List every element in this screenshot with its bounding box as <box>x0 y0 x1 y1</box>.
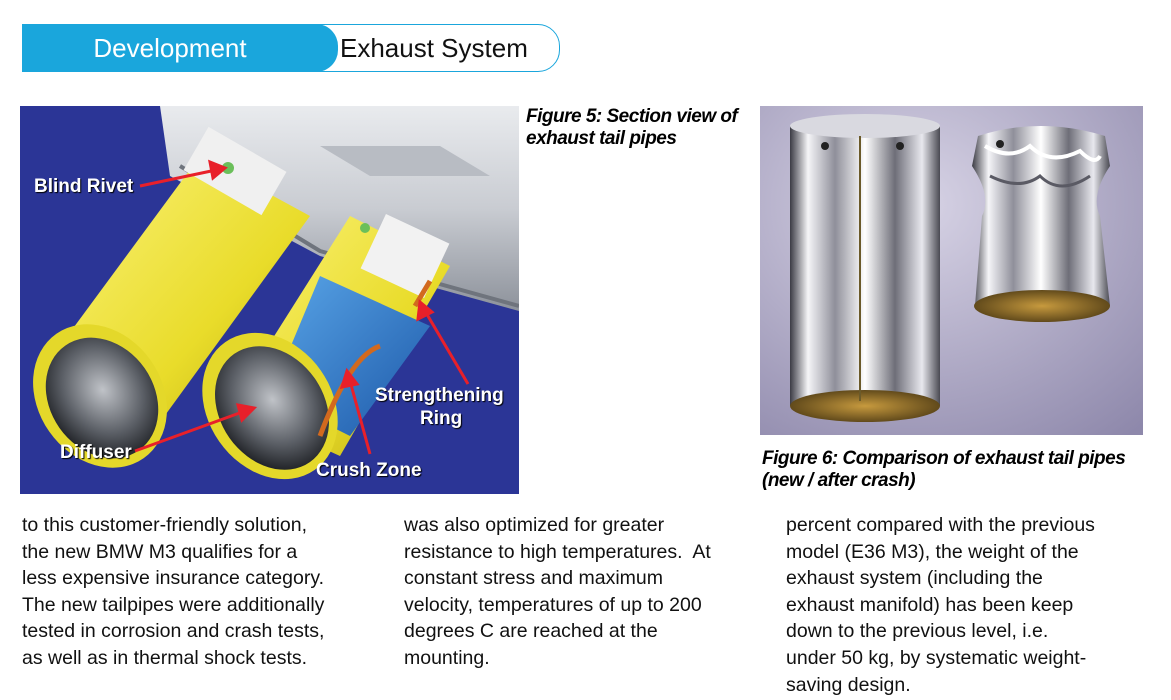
strengthening-ring-label-line2: Ring <box>420 408 463 429</box>
text-line: under 50 kg, by systematic weight- <box>786 646 1087 669</box>
strengthening-ring-label-line1: Strengthening <box>375 385 504 406</box>
topic-title: Exhaust System <box>340 33 528 63</box>
text-column-1 <box>22 512 382 672</box>
text-line: exhaust system (including the <box>786 567 1043 590</box>
figure6-caption: Figure 6: Comparison of exhaust tail pipes (new / after crash) <box>762 448 1126 491</box>
blind-rivet-label: Blind Rivet <box>34 176 134 197</box>
text-line: less expensive insurance category. <box>22 567 325 590</box>
text-line: model (E36 M3), the weight of the <box>786 540 1079 563</box>
text-line: exhaust manifold) has been keep <box>786 593 1074 616</box>
text-line: tested in corrosion and crash tests, <box>22 620 325 643</box>
section-title: Development <box>93 33 247 63</box>
text-line: as well as in thermal shock tests. <box>22 646 308 669</box>
text-line: down to the previous level, i.e. <box>786 620 1049 643</box>
text-line: percent compared with the previous <box>786 514 1095 536</box>
figure5-caption: Figure 5: Section view of exhaust tail pipes <box>526 106 738 149</box>
text-line: to this customer-friendly solution, <box>22 514 308 536</box>
text-line: saving design. <box>786 673 911 696</box>
text-line: the new BMW M3 qualifies for a <box>22 540 298 563</box>
figure6-tailpipe-photo <box>760 106 1143 435</box>
figure5-section-view-image <box>20 106 519 494</box>
section-header <box>22 24 560 72</box>
text-column-3 <box>786 512 1156 698</box>
text-line: mounting. <box>404 646 490 669</box>
text-column-2 <box>404 512 766 672</box>
text-line: velocity, temperatures of up to 200 <box>404 593 702 616</box>
diffuser-label: Diffuser <box>60 442 132 463</box>
crush-zone-label: Crush Zone <box>316 460 422 481</box>
text-line: constant stress and maximum <box>404 567 664 590</box>
text-line: The new tailpipes were additionally <box>22 593 325 616</box>
text-line: resistance to high temperatures. At <box>404 540 711 563</box>
text-line: was also optimized for greater <box>404 514 665 536</box>
text-line: degrees C are reached at the <box>404 620 658 643</box>
